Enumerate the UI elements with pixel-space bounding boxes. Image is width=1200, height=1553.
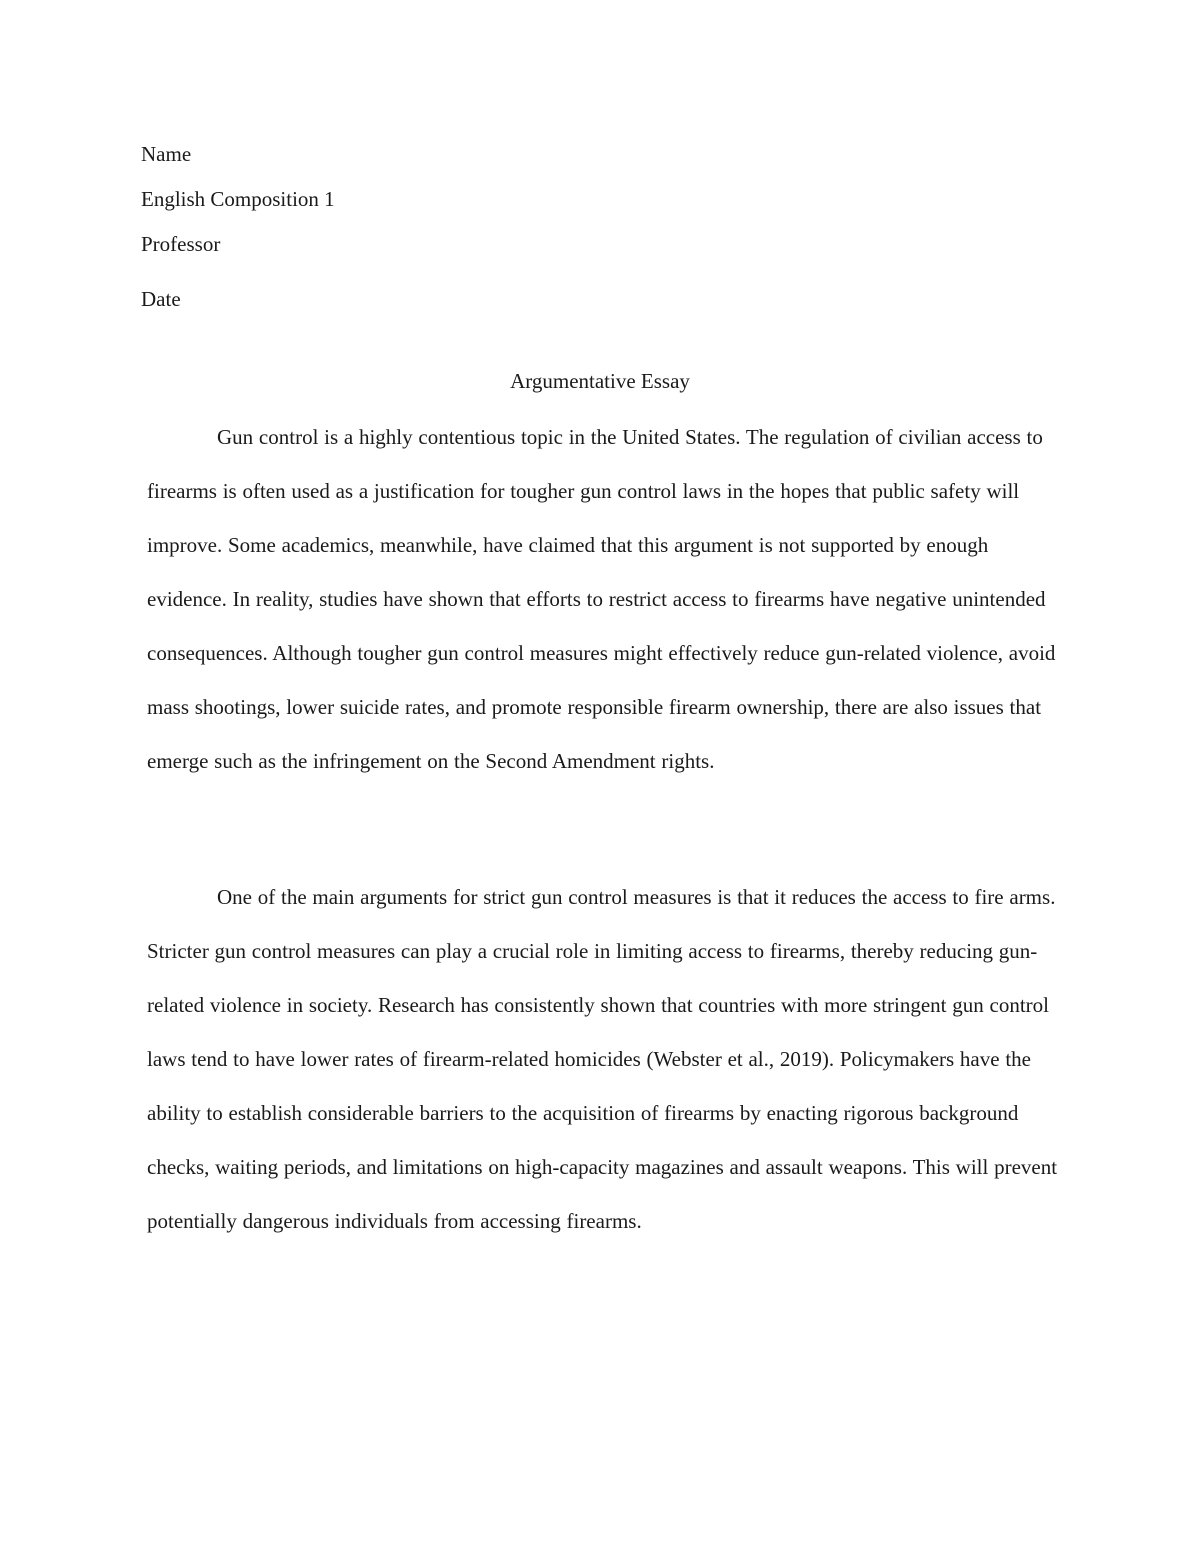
paragraph-1: Gun control is a highly contentious topic in the United States. The regulation of civilian access to firearms is often used as a justification for tougher gun control laws in the hopes that public safety will improve. Some academics, meanwhile, have claimed that this argument is not supported by enough evidence. In reality, studies have shown that efforts to restrict access to firearms have negative unintended consequences. Although tougher gun control measures might effectively reduce gun-related violence, avoid mass shootings, lower suicide rates, and promote responsible firearm ownership, there are also issues that emerge such as the infringement on the Second Amendment rights.: [147, 425, 1056, 773]
course-name: English Composition 1: [141, 187, 335, 211]
professor-name: Professor: [141, 232, 221, 256]
essay-title: Argumentative Essay: [510, 369, 690, 393]
paragraph-2-container: [147, 870, 1062, 1248]
essay-date: Date: [141, 287, 181, 311]
paragraph-2: One of the main arguments for strict gun control measures is that it reduces the access to fire arms. Stricter gun control measures can play a crucial role in limiting access to firearms, thereby reducing gun-related violence in society. Research has consistently shown that countries with more stringent gun control laws tend to have lower rates of firearm-related homicides (Webster et al., 2019). Policymakers have the ability to establish considerable barriers to the acquisition of firearms by enacting rigorous background checks, waiting periods, and limitations on high-capacity magazines and assault weapons. This will prevent potentially dangerous individuals from accessing firearms.: [147, 885, 1058, 1233]
student-name: Name: [141, 142, 192, 166]
paragraph-1-container: [147, 410, 1062, 788]
